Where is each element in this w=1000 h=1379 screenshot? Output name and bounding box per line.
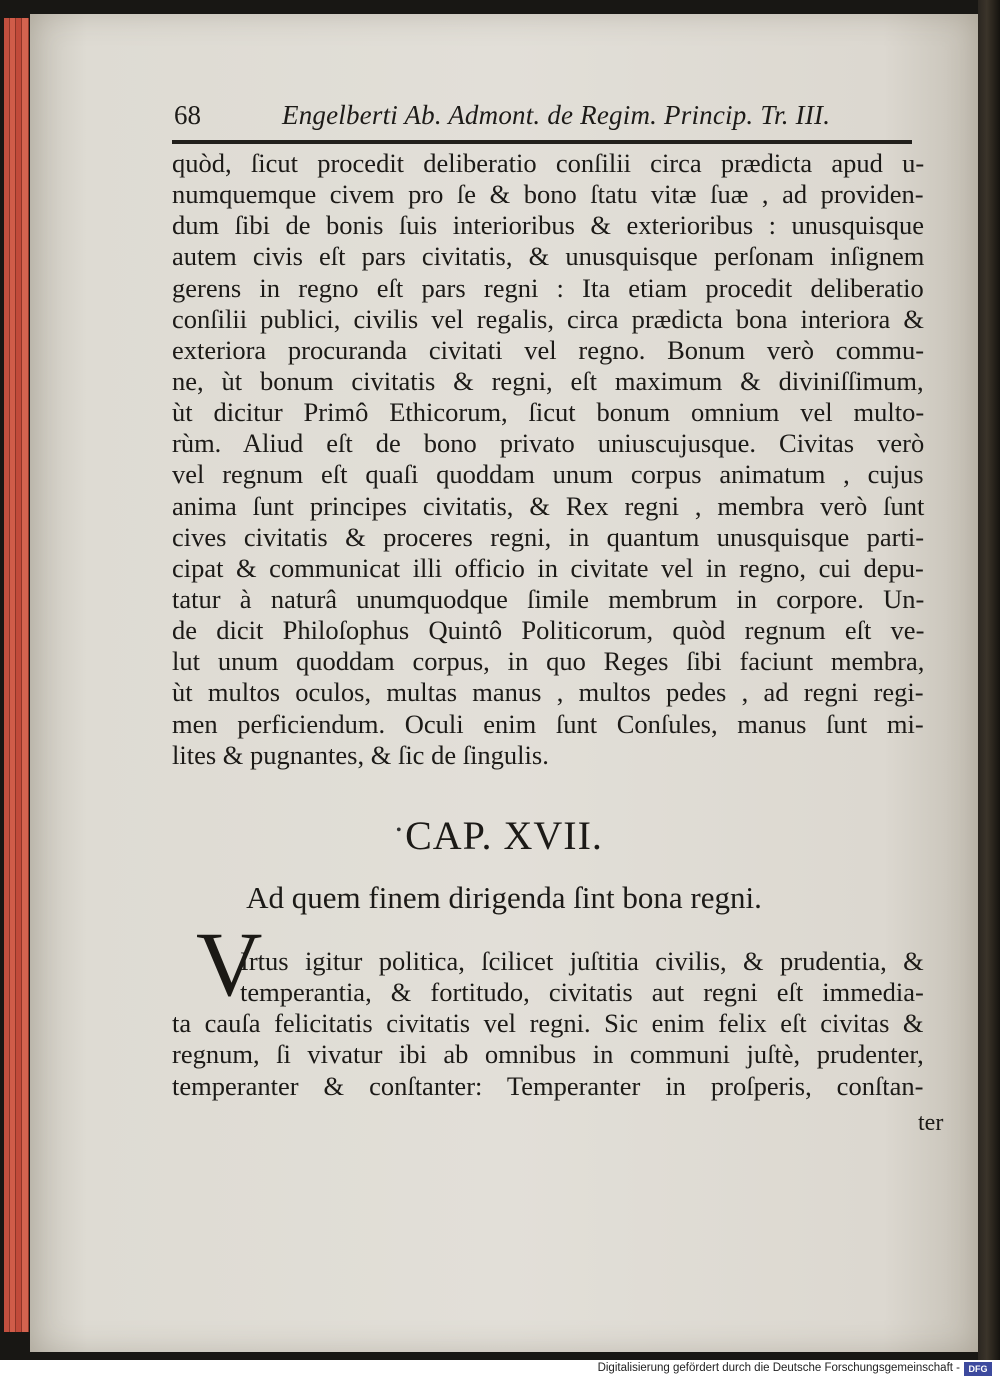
text-line: ta cauſa felicitatis civitatis vel regni. Sic enim felix eſt civitas & xyxy=(172,1008,924,1039)
text-line: vel regnum eſt quaſi quoddam unum corpus animatum , cujus xyxy=(172,459,924,490)
chapter-heading: CAP. XVII. xyxy=(405,813,603,858)
text-line: ùt dicitur Primô Ethicorum, ſicut bonum omnium vel multo- xyxy=(172,397,925,428)
book-spine xyxy=(978,0,1000,1360)
text-line: de dicit Philoſophus Quintô Politicorum, quòd regnum eſt ve- xyxy=(172,615,925,646)
catchword: ter xyxy=(918,1110,944,1136)
text-line: rùm. Aliud eſt de bono privato uniuscujusque. Civitas verò xyxy=(172,428,925,459)
paragraph-two xyxy=(172,946,924,1102)
text-line: cives civitatis & proceres regni, in quantum unusquisque parti- xyxy=(172,521,925,552)
ornament-dot: • xyxy=(396,822,402,839)
page-edge xyxy=(22,18,29,1332)
page-number: 68 xyxy=(174,100,201,130)
text-line: exteriora procuranda civitati vel regno. Bonum verò commu- xyxy=(172,334,925,365)
running-head xyxy=(174,100,934,136)
text-line: gerens in regno eſt pars regni : Ita etiam procedit deliberatio xyxy=(172,272,924,303)
text-line: autem civis eſt pars civitatis, & unusquisque perſonam inſignem xyxy=(172,241,925,272)
funding-credit: Digitalisierung gefördert durch die Deutsche Forschungsgemeinschaft - xyxy=(597,1362,960,1374)
text-line: regnum, ſi vivatur ibi ab omnibus in communi juſtè, prudenter, xyxy=(172,1039,924,1070)
text-line: lites & pugnantes, & ſic de ſingulis. xyxy=(172,739,549,770)
running-title: Engelberti Ab. Admont. de Regim. Princip. Tr. III. xyxy=(282,100,831,130)
paragraph-one xyxy=(172,148,924,771)
text-line: Irtus igitur politica, ſcilicet juſtitia civilis, & prudentia, & xyxy=(240,946,924,976)
text-line: temperantia, & fortitudo, civitatis aut regni eſt immedia- xyxy=(240,977,924,1008)
footer-bar xyxy=(0,1360,1000,1379)
text-line: tatur à naturâ unumquodque ſimile membrum in corpore. Un- xyxy=(172,583,925,614)
text-line: temperanter & conſtanter: Temperanter in proſperis, conſtan- xyxy=(172,1070,924,1101)
text-line: men perficiendum. Oculi enim ſunt Conſules, manus ſunt mi- xyxy=(172,708,924,739)
text-line: dum ſibi de bonis ſuis interioribus & exterioribus : unusquisque xyxy=(172,210,925,241)
text-line: ùt multos oculos, multas manus , multos pedes , ad regni regi- xyxy=(172,677,924,708)
text-line: anima ſunt principes civitatis, & Rex regni , membra verò ſunt xyxy=(172,490,925,521)
text-line: lut unum quoddam corpus, in quo Reges ſibi faciunt membra, xyxy=(172,646,925,677)
dfg-logo-icon: DFG xyxy=(964,1362,992,1376)
text-line: ne, ùt bonum civitatis & regni, eſt maximum & diviniſſimum, xyxy=(172,365,924,396)
chapter-subtitle: Ad quem finem dirigenda ſint bona regni. xyxy=(246,880,762,915)
text-line: cipat & communicat illi officio in civitate vel in regno, cui depu- xyxy=(172,552,924,583)
drop-initial: V xyxy=(196,913,263,1015)
text-line: conſilii publici, civilis vel regalis, circa prædicta bona interiora & xyxy=(172,303,924,334)
header-rule xyxy=(172,140,912,144)
text-line: numquemque civem pro ſe & bono ſtatu vitæ ſuæ , ad providen- xyxy=(172,179,924,210)
text-line: quòd, ſicut procedit deliberatio conſilii circa prædicta apud u- xyxy=(172,148,925,178)
